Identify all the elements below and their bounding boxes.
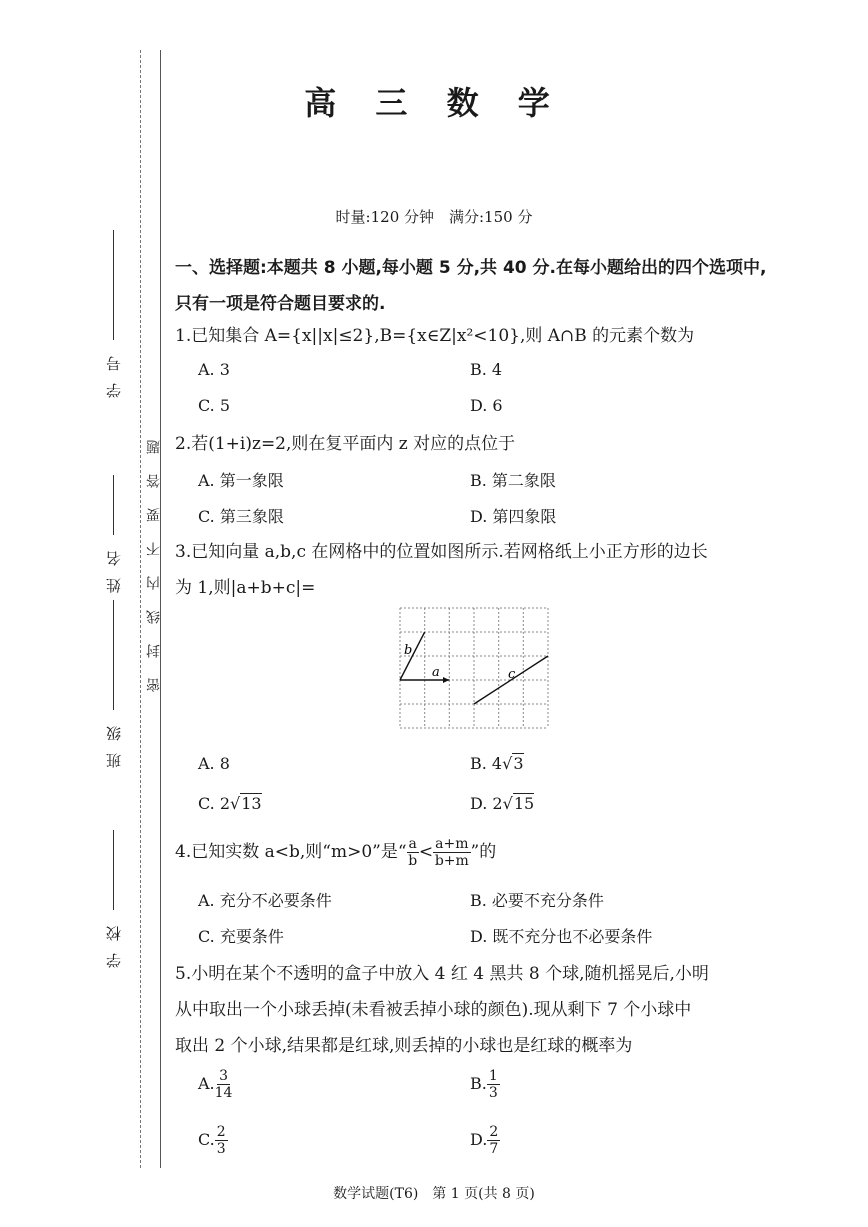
q3-option-d-radicand: 15 [513, 794, 535, 813]
q4-option-c[interactable]: C. 充要条件 [198, 927, 284, 946]
q1-option-c[interactable]: C. 5 [198, 396, 231, 415]
name-field[interactable] [103, 475, 124, 593]
q4-f1-den: b [408, 853, 418, 869]
name-label: 姓名 [105, 539, 123, 593]
seal-warning: 密封线内不要答题 [146, 420, 162, 692]
page-title: 高 三 数 学 [304, 84, 564, 122]
q3-option-a[interactable]: A. 8 [198, 754, 230, 773]
q5-stem-line2: 从中取出一个小球丢掉(未看被丢掉小球的颜色).现从剩下 7 个小球中 [175, 1000, 692, 1020]
q5-option-a-fraction [215, 1068, 233, 1101]
q5-stem-line1: 5.小明在某个不透明的盒子中放入 4 红 4 黑共 8 个球,随机摇晃后,小明 [175, 964, 709, 984]
vector-b-label: b [404, 643, 413, 658]
q4-fraction-2 [433, 836, 470, 869]
vector-grid-figure [398, 606, 550, 734]
class-underline[interactable] [113, 600, 114, 710]
class-label: 班级 [105, 714, 123, 768]
q2-option-a[interactable]: A. 第一象限 [198, 471, 284, 490]
q2-option-b[interactable]: B. 第二象限 [470, 471, 556, 490]
q3-option-c[interactable]: C. 2√13 [198, 794, 262, 813]
q5-c-num: 2 [216, 1124, 226, 1140]
section-heading: 一、选择题:本题共 8 小题,每小题 5 分,共 40 分.在每小题给出的四个选项中,只有一项是符合题目要求的. [175, 258, 767, 314]
q5-a-den: 14 [214, 1085, 233, 1101]
q3-option-c-prefix: C. 2 [198, 794, 231, 813]
q5-c-den: 3 [216, 1141, 226, 1157]
grid-lines [400, 608, 548, 728]
q2-stem: 2.若(1+i)z=2,则在复平面内 z 对应的点位于 [175, 434, 516, 454]
q5-option-d[interactable] [470, 1124, 500, 1157]
q4-fraction-1 [407, 836, 419, 869]
q4-option-b[interactable]: B. 必要不充分条件 [470, 891, 604, 910]
q1-stem: 1.已知集合 A={x||x|≤2},B={x∈Z|x²<10},则 A∩B 的元素个数为 [175, 326, 695, 346]
student-id-label: 学号 [105, 344, 123, 398]
vector-c-label: c [508, 667, 516, 682]
q4-stem-pre: 4.已知实数 a<b,则“m>0”是“ [175, 842, 407, 862]
q1-option-b[interactable]: B. 4 [470, 360, 503, 379]
q5-option-d-fraction [487, 1124, 500, 1157]
q1-option-a[interactable]: A. 3 [198, 360, 230, 379]
q3-stem-line1: 3.已知向量 a,b,c 在网格中的位置如图所示.若网格纸上小正方形的边长 [175, 542, 708, 562]
q5-d-den: 7 [489, 1141, 499, 1157]
school-label: 学校 [105, 914, 123, 968]
q4-f1-num: a [408, 836, 417, 852]
student-id-underline[interactable] [113, 230, 114, 340]
q5-option-b-fraction [487, 1068, 500, 1101]
class-field[interactable] [103, 600, 124, 768]
q5-option-b-prefix: B. [470, 1074, 487, 1093]
q5-option-b[interactable] [470, 1068, 500, 1101]
vector-a-label: a [432, 665, 440, 680]
q5-option-c-prefix: C. [198, 1130, 215, 1149]
q5-d-num: 2 [489, 1124, 499, 1140]
q5-b-den: 3 [488, 1085, 498, 1101]
q5-option-a[interactable] [198, 1068, 232, 1101]
q3-option-d-prefix: D. 2 [470, 794, 503, 813]
q4-option-d[interactable]: D. 既不充分也不必要条件 [470, 927, 653, 946]
q3-option-b[interactable]: B. 4√3 [470, 754, 524, 773]
q4-f2-num: a+m [435, 836, 469, 852]
q5-a-num: 3 [219, 1068, 229, 1084]
q4-stem [175, 834, 775, 870]
q5-stem-line3: 取出 2 个小球,结果都是红球,则丢掉的小球也是红球的概率为 [175, 1036, 633, 1056]
q3-option-b-prefix: B. 4 [470, 754, 503, 773]
q5-option-c-fraction [215, 1124, 228, 1157]
q3-option-d[interactable]: D. 2√15 [470, 794, 535, 813]
vector-a-arrow [443, 677, 449, 683]
q3-option-b-radicand: 3 [513, 754, 524, 773]
q2-option-d[interactable]: D. 第四象限 [470, 507, 557, 526]
name-underline[interactable] [113, 475, 114, 535]
student-id-field[interactable] [103, 230, 124, 398]
q5-option-d-prefix: D. [470, 1130, 488, 1149]
q5-option-c[interactable] [198, 1124, 228, 1157]
page-footer: 数学试题(T6) 第 1 页(共 8 页) [333, 1186, 535, 1202]
q4-less-than: < [418, 842, 434, 862]
q4-f2-den: b+m [434, 853, 469, 869]
q4-option-a[interactable]: A. 充分不必要条件 [198, 891, 332, 910]
q5-option-a-prefix: A. [198, 1074, 215, 1093]
school-field[interactable] [103, 830, 124, 968]
exam-meta: 时量:120 分钟 满分:150 分 [335, 208, 533, 226]
school-underline[interactable] [113, 830, 114, 910]
q4-stem-post: ”的 [470, 842, 497, 862]
q5-b-num: 1 [488, 1068, 498, 1084]
q3-option-c-radicand: 13 [241, 794, 262, 813]
q2-option-c[interactable]: C. 第三象限 [198, 507, 284, 526]
q3-stem-line2: 为 1,则|a+b+c|= [175, 578, 316, 598]
q1-option-d[interactable]: D. 6 [470, 396, 503, 415]
